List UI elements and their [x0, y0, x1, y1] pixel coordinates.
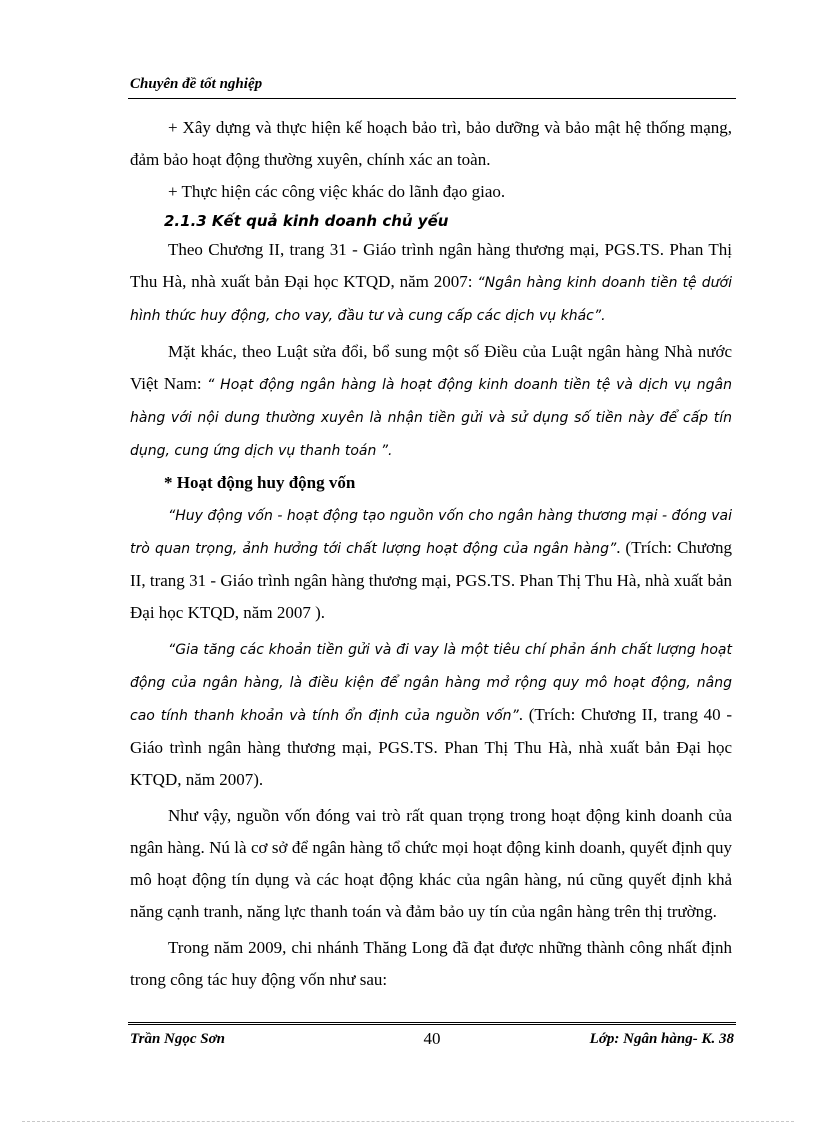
paragraph-law [130, 336, 732, 467]
footer-author: Trần Ngọc Sơn [130, 1031, 226, 1047]
section-heading: 2.1.3 Kết quả kinh doanh chủ yếu [164, 212, 449, 230]
subheading-capital: * Hoạt động huy động vốn [164, 473, 356, 492]
law-quote: “ Hoạt động ngân hàng là hoạt động kinh doanh tiền tệ và dịch vụ ngân hàng với nội dung thường xuyên là nhận tiền gửi và sử dụng số tiền này để cấp tín dụng, cung ứng dịch vụ thanh toán ”. [130, 377, 732, 459]
page-header [128, 76, 736, 99]
deposits-quote: “Gia tăng các khoản tiền gửi và đi vay là một tiêu chí phản ánh chất lượng hoạt động của ngân hàng, là điều kiện để ngân hàng mở rộng quy mô hoạt động, nâng cao tính thanh khoản và tính ổn định của nguồn vốn” [130, 642, 732, 724]
page-footer [128, 1022, 736, 1055]
law-citation: Mặt khác, theo Luật sửa đổi, bổ sung một số Điều của Luật ngân hàng Nhà nước Việt Nam: [130, 342, 732, 393]
paragraph-importance: Như vậy, nguồn vốn đóng vai trò rất quan trọng trong hoạt động kinh doanh của ngân hàng. Nú là cơ sở để ngân hàng tổ chức mọi hoạt động kinh doanh, quyết định quy mô hoạt động tín dụng và các hoạt động khác của ngân hàng, nú cũng quyết định khả năng cạnh tranh, năng lực thanh toán và đảm bảo uy tín của ngân hàng trên thị trường. [130, 806, 732, 921]
definition-quote: “Ngân hàng kinh doanh tiền tệ dưới hình thức huy động, cho vay, đầu tư và cung cấp các dịch vụ khác”. [130, 275, 732, 324]
paragraph-other-tasks: + Thực hiện các công việc khác do lãnh đạo giao. [168, 182, 506, 201]
capital-citation: . (Trích: Chương II, trang 31 - Giáo trình ngân hàng thương mại, PGS.TS. Phan Thị Thu Hà, nhà xuất bản Đại học KTQD, năm 2007 ). [130, 538, 732, 622]
deposits-citation: . (Trích: Chương II, trang 40 - Giáo trình ngân hàng thương mại, PGS.TS. Phan Thị Thu Hà, nhà xuất bản Đại học KTQD, năm 2007). [130, 705, 732, 789]
paragraph-definition [130, 234, 732, 332]
paragraph-capital-quote [130, 499, 732, 629]
page-number: 40 [423, 1029, 441, 1048]
paragraph-2009-results: Trong năm 2009, chi nhánh Thăng Long đã đạt được những thành công nhất định trong công tác huy động vốn như sau: [130, 938, 732, 989]
paragraph-maintenance: + Xây dựng và thực hiện kế hoạch bảo trì, bảo dưỡng và bảo mật hệ thống mạng, đảm bảo hoạt động thường xuyên, chính xác an toàn. [130, 118, 732, 169]
page-body [130, 112, 732, 996]
footer-class: Lớp: Ngân hàng- K. 38 [589, 1031, 734, 1047]
paragraph-deposits-quote [130, 633, 732, 796]
capital-quote: “Huy động vốn - hoạt động tạo nguồn vốn cho ngân hàng thương mại - đóng vai trò quan trọng, ảnh hưởng tới chất lượng hoạt động của ngân hàng” [130, 508, 732, 557]
header-title: Chuyên đề tốt nghiệp [130, 76, 263, 92]
definition-citation: Theo Chương II, trang 31 - Giáo trình ngân hàng thương mại, PGS.TS. Phan Thị Thu Hà, nhà xuất bản Đại học KTQD, năm 2007: [130, 240, 732, 291]
bottom-divider [22, 1121, 794, 1122]
